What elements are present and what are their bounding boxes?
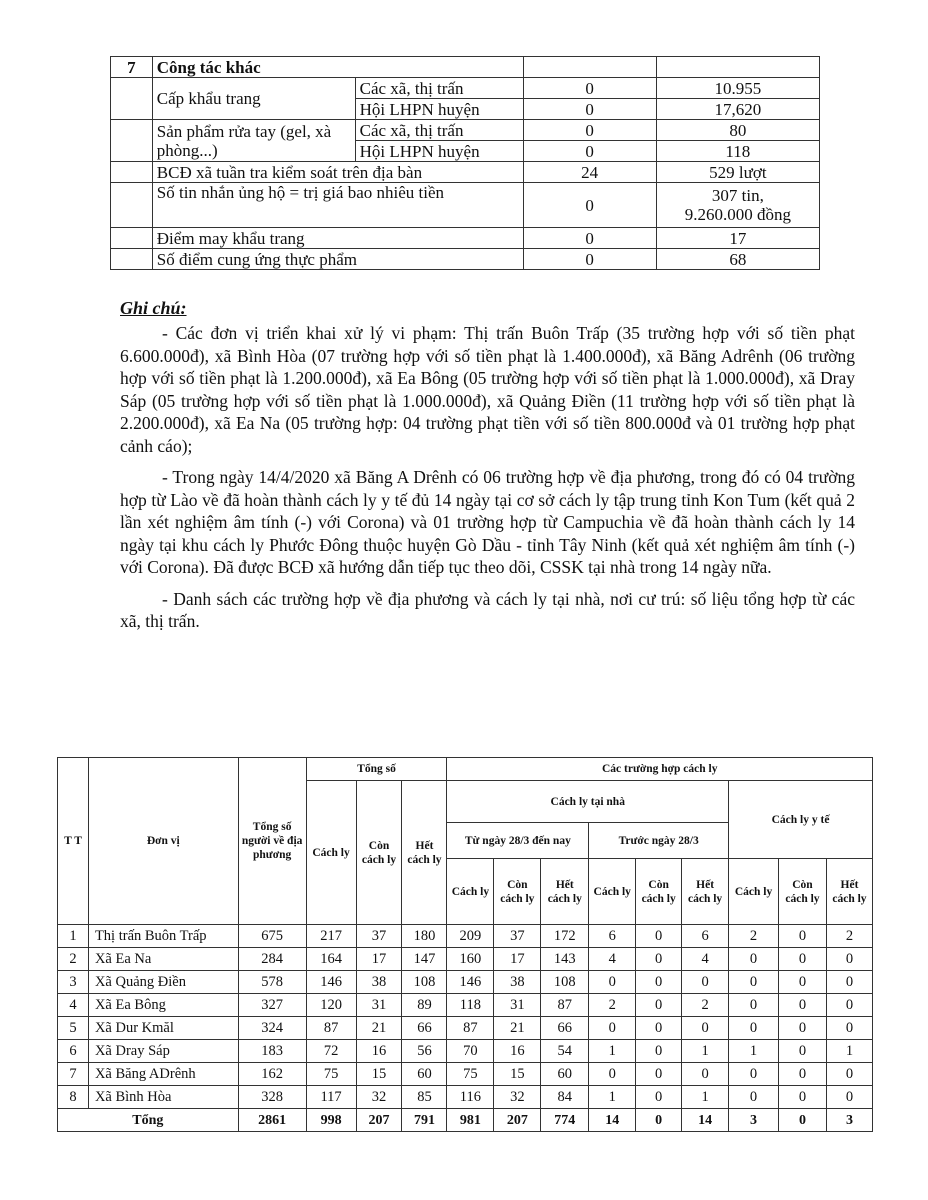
- cell-value: 0: [682, 971, 729, 994]
- cell-value: 56: [402, 1040, 447, 1063]
- cell-value: 38: [356, 971, 402, 994]
- row-number: 6: [58, 1040, 89, 1063]
- cell-value: 16: [356, 1040, 402, 1063]
- row-sublabel: Các xã, thị trấn: [355, 120, 523, 141]
- header-row-1: [58, 758, 873, 781]
- cell-value: 0: [636, 971, 682, 994]
- cell-value: 2: [729, 925, 779, 948]
- cell-value: 118: [447, 994, 494, 1017]
- cell-value: 0: [779, 948, 827, 971]
- note-paragraph: - Trong ngày 14/4/2020 xã Băng A Drênh có 06 trường hợp về địa phương, trong đó có 04 trường hợp từ Lào về đã hoàn thành cách ly y tế đủ 14 ngày tại cơ sở cách ly tập trung tỉnh Kon Tum (kết quả 2 lần xét nghiệm âm tính (-) với Corona) và 01 trường hợp từ Campuchia về đã hoàn thành cách ly 14 ngày tại khu cách ly Phước Đông thuộc huyện Gò Dầu - tỉnh Tây Ninh (kết quả xét nghiệm âm tính (-) với Corona). Đã được BCĐ xã hướng dẫn tiếp tục theo dõi, CSSK tại nhà trong 14 ngày nữa.: [120, 467, 855, 577]
- cell-value: 0: [826, 1086, 872, 1109]
- cell-value: 0: [826, 1063, 872, 1086]
- cell-value: 0: [826, 971, 872, 994]
- row-number: 4: [58, 994, 89, 1017]
- cell-value: 1: [682, 1086, 729, 1109]
- cell-value: 675: [238, 925, 306, 948]
- total-value: 14: [589, 1109, 636, 1132]
- table-row: [111, 228, 820, 249]
- cell-value: 15: [494, 1063, 541, 1086]
- cell-value: 87: [306, 1017, 356, 1040]
- cell-value: 217: [306, 925, 356, 948]
- cell-value: 147: [402, 948, 447, 971]
- header-finished-quarantine: Hết cách ly: [541, 859, 589, 925]
- unit-name: Xã Băng ADrênh: [88, 1063, 238, 1086]
- row-label: Số tin nhắn ủng hộ = trị giá bao nhiêu tiền: [152, 183, 523, 228]
- header-total-returned: Tổng số người về địa phương: [238, 758, 306, 925]
- header-since-28-3: Từ ngày 28/3 đến nay: [447, 823, 589, 859]
- cell-value: 1: [682, 1040, 729, 1063]
- cell-value: 162: [238, 1063, 306, 1086]
- cell-value: 2: [682, 994, 729, 1017]
- header-tt: T T: [58, 758, 89, 925]
- cell-value: 143: [541, 948, 589, 971]
- cell-value: 21: [494, 1017, 541, 1040]
- row-number: 2: [58, 948, 89, 971]
- row-number: 3: [58, 971, 89, 994]
- cell-value: 0: [523, 120, 656, 141]
- cell-value: 6: [589, 925, 636, 948]
- header-quarantined: Cách ly: [729, 859, 779, 925]
- cell-value: 4: [589, 948, 636, 971]
- cell-value: 0: [636, 1017, 682, 1040]
- cell-value: 0: [729, 971, 779, 994]
- row-label: Sản phẩm rửa tay (gel, xà phòng...): [152, 120, 355, 162]
- total-value: 207: [356, 1109, 402, 1132]
- cell-value: 284: [238, 948, 306, 971]
- quarantine-cases-table: [57, 757, 873, 1132]
- cell-value: 0: [636, 1040, 682, 1063]
- cell-value: 24: [523, 162, 656, 183]
- cell-value: 0: [523, 228, 656, 249]
- cell-value: 0: [729, 1063, 779, 1086]
- cell-value: 0: [779, 994, 827, 1017]
- unit-name: Xã Bình Hòa: [88, 1086, 238, 1109]
- cell-value: 108: [541, 971, 589, 994]
- cell-value: 75: [447, 1063, 494, 1086]
- row-label: BCĐ xã tuần tra kiểm soát trên địa bàn: [152, 162, 523, 183]
- cell-value: 60: [402, 1063, 447, 1086]
- table-row: [58, 925, 873, 948]
- total-value: 998: [306, 1109, 356, 1132]
- cell-value: 183: [238, 1040, 306, 1063]
- cell-value: 172: [541, 925, 589, 948]
- cell-value: 0: [729, 1017, 779, 1040]
- cell-value: 0: [636, 1063, 682, 1086]
- total-value: 3: [729, 1109, 779, 1132]
- cell-value: 17: [656, 228, 819, 249]
- cell-value: 84: [541, 1086, 589, 1109]
- cell-value: 0: [636, 1086, 682, 1109]
- cell-value: 54: [541, 1040, 589, 1063]
- header-finished-quarantine: Hết cách ly: [402, 781, 447, 925]
- cell-value: 0: [826, 948, 872, 971]
- row-label: Số điểm cung ứng thực phẩm: [152, 249, 523, 270]
- cell-value: 180: [402, 925, 447, 948]
- unit-name: Xã Ea Bông: [88, 994, 238, 1017]
- section-number: 7: [111, 57, 153, 78]
- cell-value: 0: [729, 1086, 779, 1109]
- cell-value: 31: [356, 994, 402, 1017]
- cell-value: 31: [494, 994, 541, 1017]
- header-total: Tổng số: [306, 758, 447, 781]
- cell-value: 0: [589, 971, 636, 994]
- cell-value: 0: [636, 994, 682, 1017]
- header-medical-quarantine: Cách ly y tế: [729, 781, 873, 859]
- cell-value: 6: [682, 925, 729, 948]
- section-title: Công tác khác: [152, 57, 523, 78]
- cell-value: 17: [356, 948, 402, 971]
- section-header-row: [111, 57, 820, 78]
- total-value: 0: [636, 1109, 682, 1132]
- total-value: 0: [779, 1109, 827, 1132]
- cell-value: 146: [447, 971, 494, 994]
- total-value: 981: [447, 1109, 494, 1132]
- cell-value: 32: [494, 1086, 541, 1109]
- row-sublabel: Hội LHPN huyện: [355, 141, 523, 162]
- cell-value: 66: [541, 1017, 589, 1040]
- table-body: [58, 925, 873, 1132]
- row-sublabel: Hội LHPN huyện: [355, 99, 523, 120]
- cell-value: 10.955: [656, 78, 819, 99]
- cell-value: 21: [356, 1017, 402, 1040]
- unit-name: Xã Dur Kmăl: [88, 1017, 238, 1040]
- cell-value: [656, 183, 819, 228]
- cell-value-line2: 9.260.000 đồng: [684, 205, 791, 224]
- cell-value: 117: [306, 1086, 356, 1109]
- table-row: [111, 120, 820, 141]
- table-row: [111, 183, 820, 228]
- cell-value: 0: [779, 1086, 827, 1109]
- cell-value: 60: [541, 1063, 589, 1086]
- table-row: [111, 162, 820, 183]
- cell-value: 72: [306, 1040, 356, 1063]
- cell-value: 0: [729, 948, 779, 971]
- table-row: [111, 78, 820, 99]
- cell-value: 0: [636, 925, 682, 948]
- header-quarantined: Cách ly: [447, 859, 494, 925]
- cell-value: 0: [729, 994, 779, 1017]
- unit-name: Xã Ea Na: [88, 948, 238, 971]
- cell-value: 120: [306, 994, 356, 1017]
- cell-value: 146: [306, 971, 356, 994]
- header-quarantined: Cách ly: [589, 859, 636, 925]
- cell-value: 1: [826, 1040, 872, 1063]
- cell-value: 16: [494, 1040, 541, 1063]
- cell-value: 209: [447, 925, 494, 948]
- cell-value: 0: [826, 1017, 872, 1040]
- cell-value: 164: [306, 948, 356, 971]
- cell-value: 0: [636, 948, 682, 971]
- cell-value: 529 lượt: [656, 162, 819, 183]
- header-still-quarantined: Còn cách ly: [779, 859, 827, 925]
- cell-value: 160: [447, 948, 494, 971]
- row-number: 8: [58, 1086, 89, 1109]
- total-value: 3: [826, 1109, 872, 1132]
- table-row: [58, 994, 873, 1017]
- table-row: [58, 948, 873, 971]
- cell-value: 17,620: [656, 99, 819, 120]
- cell-value: 108: [402, 971, 447, 994]
- table-row: [111, 249, 820, 270]
- cell-value: 37: [494, 925, 541, 948]
- row-number: 7: [58, 1063, 89, 1086]
- total-value: 14: [682, 1109, 729, 1132]
- header-home-quarantine: Cách ly tại nhà: [447, 781, 729, 823]
- cell-value: 37: [356, 925, 402, 948]
- cell-value: 578: [238, 971, 306, 994]
- header-unit: Đơn vị: [88, 758, 238, 925]
- row-sublabel: Các xã, thị trấn: [355, 78, 523, 99]
- cell-value: 328: [238, 1086, 306, 1109]
- cell-value: 2: [589, 994, 636, 1017]
- cell-value: 1: [729, 1040, 779, 1063]
- header-still-quarantined: Còn cách ly: [494, 859, 541, 925]
- row-label: Điểm may khẩu trang: [152, 228, 523, 249]
- cell-value: 68: [656, 249, 819, 270]
- cell-value: 0: [523, 78, 656, 99]
- total-value: 207: [494, 1109, 541, 1132]
- row-number: 1: [58, 925, 89, 948]
- cell-value: 32: [356, 1086, 402, 1109]
- cell-value: 0: [779, 925, 827, 948]
- cell-value: 324: [238, 1017, 306, 1040]
- cell-value: 0: [523, 141, 656, 162]
- cell-value: 85: [402, 1086, 447, 1109]
- cell-value: 15: [356, 1063, 402, 1086]
- cell-value: 66: [402, 1017, 447, 1040]
- cell-value: 0: [682, 1017, 729, 1040]
- table-row: [58, 1086, 873, 1109]
- cell-value: 1: [589, 1086, 636, 1109]
- cell-value: 327: [238, 994, 306, 1017]
- row-label: Cấp khẩu trang: [152, 78, 355, 120]
- cell-value: 0: [826, 994, 872, 1017]
- note-paragraph: - Danh sách các trường hợp về địa phương và cách ly tại nhà, nơi cư trú: số liệu tổng hợp từ các xã, thị trấn.: [120, 588, 855, 631]
- cell-value: 87: [447, 1017, 494, 1040]
- cell-value: 1: [589, 1040, 636, 1063]
- header-finished-quarantine: Hết cách ly: [826, 859, 872, 925]
- unit-name: Xã Quảng Điền: [88, 971, 238, 994]
- header-still-quarantined: Còn cách ly: [356, 781, 402, 925]
- cell-value: 116: [447, 1086, 494, 1109]
- total-value: 2861: [238, 1109, 306, 1132]
- cell-value: 0: [779, 971, 827, 994]
- cell-value: 0: [523, 183, 656, 228]
- row-number: 5: [58, 1017, 89, 1040]
- cell-value: 87: [541, 994, 589, 1017]
- total-value: 774: [541, 1109, 589, 1132]
- cell-value: 17: [494, 948, 541, 971]
- table-row: [58, 1063, 873, 1086]
- unit-name: Xã Dray Sáp: [88, 1040, 238, 1063]
- notes-title: Ghi chú:: [120, 298, 187, 318]
- unit-name: Thị trấn Buôn Trấp: [88, 925, 238, 948]
- cell-value: 2: [826, 925, 872, 948]
- note-paragraph: - Các đơn vị triển khai xử lý vi phạm: Thị trấn Buôn Trấp (35 trường hợp với số tiền phạt 6.600.000đ), xã Bình Hòa (07 trường hợp với số tiền phạt là 1.400.000đ), xã Băng Adrênh (06 trường hợp với số tiền phạt là 1.200.000đ), xã Ea Bông (05 trường hợp với số tiền phạt là 1.000.000đ), xã Dray Sáp (05 trường hợp với số tiền phạt là 1.000.000đ), xã Quảng Điền (11 trường hợp với số tiền phạt là 2.200.000đ), xã Ea Na (05 trường hợp: 04 trường phạt tiền với số tiền 800.000đ và 01 trường hợp phạt cảnh cáo);: [120, 323, 855, 456]
- cell-value: 0: [523, 249, 656, 270]
- header-quarantined: Cách ly: [306, 781, 356, 925]
- cell-value: 89: [402, 994, 447, 1017]
- cell-value: 4: [682, 948, 729, 971]
- header-before-28-3: Trước ngày 28/3: [589, 823, 729, 859]
- other-work-table: [110, 56, 820, 270]
- header-finished-quarantine: Hết cách ly: [682, 859, 729, 925]
- cell-value: 0: [589, 1063, 636, 1086]
- cell-value: 0: [779, 1063, 827, 1086]
- header-still-quarantined: Còn cách ly: [636, 859, 682, 925]
- total-row: [58, 1109, 873, 1132]
- cell-value: 75: [306, 1063, 356, 1086]
- cell-value: 0: [589, 1017, 636, 1040]
- cell-value: 118: [656, 141, 819, 162]
- cell-value: 0: [779, 1040, 827, 1063]
- cell-value-line1: 307 tin,: [711, 186, 764, 205]
- table-row: [58, 971, 873, 994]
- header-quarantine-cases: Các trường hợp cách ly: [447, 758, 873, 781]
- cell-value: 80: [656, 120, 819, 141]
- total-value: 791: [402, 1109, 447, 1132]
- cell-value: 70: [447, 1040, 494, 1063]
- total-label: Tổng: [58, 1109, 239, 1132]
- cell-value: 38: [494, 971, 541, 994]
- table-row: [58, 1017, 873, 1040]
- table-row: [58, 1040, 873, 1063]
- cell-value: 0: [779, 1017, 827, 1040]
- cell-value: 0: [523, 99, 656, 120]
- cell-value: 0: [682, 1063, 729, 1086]
- notes-body: [120, 322, 855, 642]
